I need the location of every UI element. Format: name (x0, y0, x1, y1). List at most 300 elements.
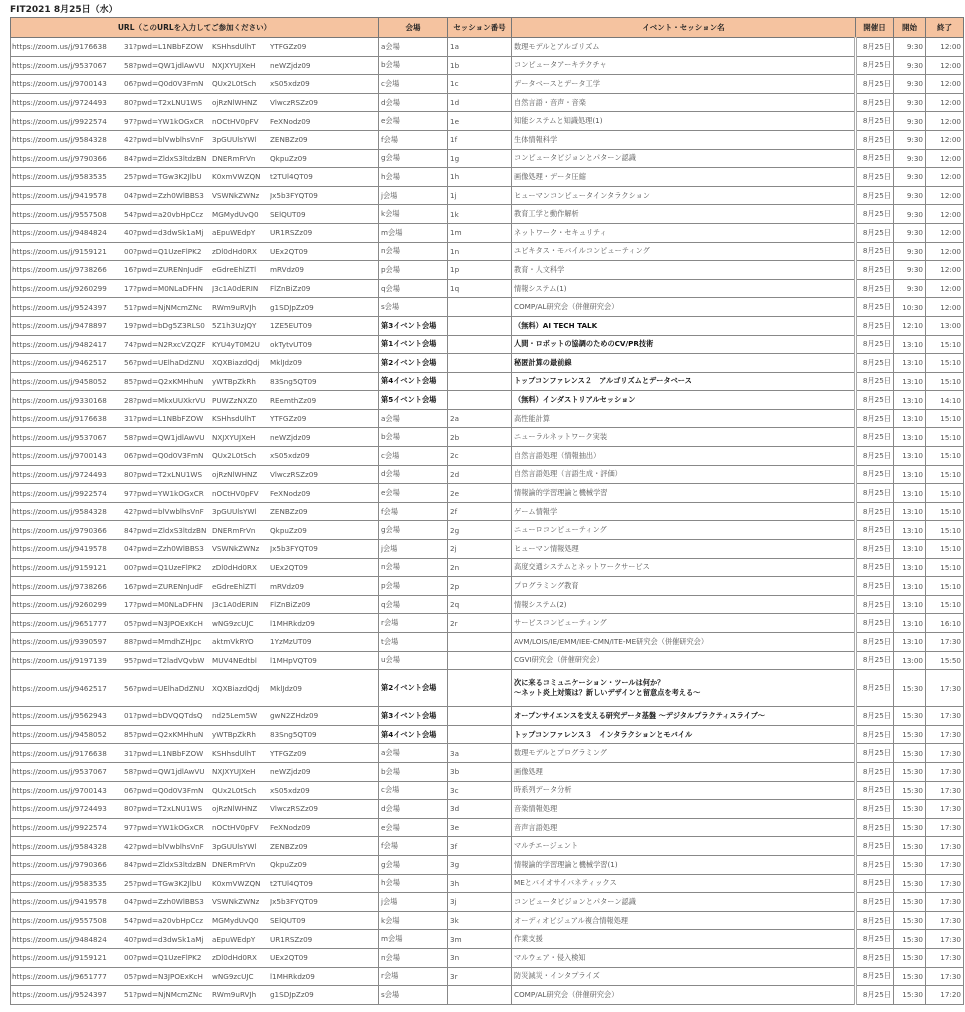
start-time-cell: 13:10 (894, 577, 926, 596)
zoom-url-part[interactable]: MGMydUvQ0 (212, 916, 259, 926)
url-cell (11, 986, 379, 1005)
zoom-url-part[interactable]: nOCtHV0pFV (212, 823, 259, 833)
zoom-url-part[interactable]: 83Sng5QT09 (270, 730, 317, 740)
zoom-url-part[interactable]: PUWZzNXZ0 (212, 395, 258, 405)
zoom-url-part[interactable]: mRVdz09 (270, 265, 304, 275)
zoom-url-part[interactable]: VlwczRSZz09 (270, 804, 318, 814)
zoom-url-part[interactable]: UR1RSZz09 (270, 228, 313, 238)
zoom-url-part[interactable]: VSWNkZWNz (212, 897, 260, 907)
zoom-url-part[interactable]: QkpuZz09 (270, 525, 307, 535)
table-row (11, 316, 964, 335)
zoom-url-part[interactable]: RWm9uRVJh (212, 302, 257, 312)
url-cell (11, 725, 379, 744)
zoom-url-part[interactable]: g1SDJpZz09 (270, 990, 314, 1000)
zoom-url-part[interactable]: 00?pwd=Q1UzeFlPK2 (124, 246, 202, 256)
zoom-url-part[interactable]: 17?pwd=M0NLaDFHN (124, 284, 203, 294)
zoom-url-part[interactable]: https://zoom.us/j/9537067 (12, 60, 107, 70)
zoom-url-part[interactable]: https://zoom.us/j/9537067 (12, 432, 107, 442)
url-cell (11, 781, 379, 800)
start-time-cell: 13:10 (894, 409, 926, 428)
zoom-url-part[interactable]: t2TUl4QT09 (270, 878, 313, 888)
end-time-cell: 12:00 (926, 56, 964, 75)
zoom-url-part[interactable]: QUx2L0tSch (212, 451, 257, 461)
zoom-url-part[interactable]: NXJXYUJXeH (212, 60, 256, 70)
zoom-url-part[interactable]: NXJXYUJXeH (212, 432, 256, 442)
zoom-url-part[interactable]: https://zoom.us/j/9922574 (12, 488, 107, 498)
zoom-url-part[interactable]: KSHhsdUlhT (212, 748, 256, 758)
session-number-cell: 1f (448, 130, 512, 149)
zoom-url-part[interactable]: https://zoom.us/j/9159121 (12, 953, 107, 963)
zoom-url-part[interactable]: https://zoom.us/j/9462517 (12, 683, 107, 693)
end-time-cell: 12:00 (926, 279, 964, 298)
zoom-url-part[interactable]: 42?pwd=blVwblhsVnF (124, 841, 204, 851)
table-row (11, 577, 964, 596)
zoom-url-part[interactable]: 25?pwd=TGw3K2JlbU (124, 172, 202, 182)
url-cell (11, 651, 379, 670)
session-number-cell: 3h (448, 874, 512, 893)
zoom-url-part[interactable]: 06?pwd=Q0d0V3FmN (124, 451, 204, 461)
date-cell: 8月25日 (856, 744, 894, 763)
zoom-url-part[interactable]: 83Sng5QT09 (270, 376, 317, 386)
zoom-url-part[interactable]: VSWNkZWNz (212, 191, 260, 201)
zoom-url-part[interactable]: https://zoom.us/j/9524397 (12, 990, 107, 1000)
zoom-url-part[interactable]: https://zoom.us/j/9482417 (12, 339, 107, 349)
zoom-url-part[interactable]: 54?pwd=a20vbHpCcz (124, 209, 204, 219)
zoom-url-part[interactable]: K0xmVWZQN (212, 878, 261, 888)
zoom-url-part[interactable]: 28?pwd=MkxUUXkrVU (124, 395, 206, 405)
date-cell: 8月25日 (856, 409, 894, 428)
zoom-url-part[interactable]: yWTBpZkRh (212, 376, 256, 386)
event-title-cell: データベースとデータ工学 (512, 75, 856, 94)
zoom-url-part[interactable]: l1MHRkdz09 (270, 618, 315, 628)
zoom-url-part[interactable]: 85?pwd=Q2xKMHhuN (124, 730, 204, 740)
zoom-url-part[interactable]: 1ZE5EUT09 (270, 321, 312, 331)
table-row (11, 893, 964, 912)
session-number-cell: 3c (448, 781, 512, 800)
table-row (11, 409, 964, 428)
zoom-url-part[interactable]: FlZnBiZz09 (270, 600, 311, 610)
zoom-url-part[interactable]: NXJXYUJXeH (212, 767, 256, 777)
date-cell: 8月25日 (856, 521, 894, 540)
event-title-cell: （無料）インダストリアルセッション (512, 391, 856, 410)
zoom-url-part[interactable]: MUV4NEdtbl (212, 655, 257, 665)
zoom-url-part[interactable]: xS05xdz09 (270, 785, 310, 795)
venue-cell: r会場 (379, 967, 448, 986)
zoom-url-part[interactable]: https://zoom.us/j/9562943 (12, 711, 107, 721)
date-cell: 8月25日 (856, 911, 894, 930)
zoom-url-part[interactable]: 31?pwd=L1NBbFZOW (124, 414, 204, 424)
session-number-cell: 2b (448, 428, 512, 447)
zoom-url-part[interactable]: https://zoom.us/j/9583535 (12, 172, 107, 182)
zoom-url-part[interactable]: https://zoom.us/j/9738266 (12, 265, 107, 275)
zoom-url-part[interactable]: 97?pwd=YW1kOGxCR (124, 488, 204, 498)
zoom-url-part[interactable]: https://zoom.us/j/9584328 (12, 841, 107, 851)
table-row (11, 335, 964, 354)
end-time-cell: 17:30 (926, 855, 964, 874)
zoom-url-part[interactable]: REemthZz09 (270, 395, 317, 405)
zoom-url-part[interactable]: https://zoom.us/j/9176638 (12, 748, 107, 758)
zoom-url-part[interactable]: 3pGUUlsYWl (212, 507, 257, 517)
session-number-cell (448, 707, 512, 726)
zoom-url-part[interactable]: https://zoom.us/j/9724493 (12, 469, 107, 479)
zoom-url-part[interactable]: UEx2QT09 (270, 246, 308, 256)
zoom-url-part[interactable]: https://zoom.us/j/9484824 (12, 228, 107, 238)
zoom-url-part[interactable]: DNERmFrVn (212, 525, 256, 535)
zoom-url-part[interactable]: 97?pwd=YW1kOGxCR (124, 823, 204, 833)
date-cell: 8月25日 (856, 818, 894, 837)
date-cell: 8月25日 (856, 651, 894, 670)
zoom-url-part[interactable]: mRVdz09 (270, 581, 304, 591)
table-row (11, 261, 964, 280)
zoom-url-part[interactable]: 05?pwd=N3JPOExKcH (124, 971, 203, 981)
event-title-cell: 知能システムと知識処理(1) (512, 112, 856, 131)
zoom-url-part[interactable]: YTFGZz09 (270, 414, 307, 424)
zoom-url-part[interactable]: FeXNodz09 (270, 116, 311, 126)
start-time-cell: 15:30 (894, 855, 926, 874)
zoom-url-part[interactable]: eGdreEhlZTl (212, 581, 257, 591)
venue-cell: b会場 (379, 762, 448, 781)
start-time-cell: 15:30 (894, 874, 926, 893)
zoom-url-part[interactable]: https://zoom.us/j/9537067 (12, 767, 107, 777)
zoom-url-part[interactable]: https://zoom.us/j/9700143 (12, 451, 107, 461)
zoom-url-part[interactable]: https://zoom.us/j/9700143 (12, 79, 107, 89)
zoom-url-part[interactable]: YTFGZz09 (270, 42, 307, 52)
zoom-url-part[interactable]: l1MHRkdz09 (270, 971, 315, 981)
header-end: 終了 (926, 18, 964, 38)
venue-cell: h会場 (379, 874, 448, 893)
session-number-cell: 1g (448, 149, 512, 168)
table-row (11, 372, 964, 391)
zoom-url-part[interactable]: 06?pwd=Q0d0V3FmN (124, 785, 204, 795)
zoom-url-part[interactable]: https://zoom.us/j/9651777 (12, 971, 107, 981)
zoom-url-part[interactable]: https://zoom.us/j/9176638 (12, 414, 107, 424)
start-time-cell: 9:30 (894, 168, 926, 187)
zoom-url-part[interactable]: https://zoom.us/j/9557508 (12, 209, 107, 219)
zoom-url-part[interactable]: 3pGUUlsYWl (212, 841, 257, 851)
url-cell (11, 75, 379, 94)
zoom-url-part[interactable]: 58?pwd=QW1jdlAwVU (124, 767, 205, 777)
zoom-url-part[interactable]: 80?pwd=T2xLNU1WS (124, 98, 203, 108)
zoom-url-part[interactable]: DNERmFrVn (212, 860, 256, 870)
zoom-url-part[interactable]: 74?pwd=N2RxcVZQZF (124, 339, 206, 349)
zoom-url-part[interactable]: zDl0dHd0RX (212, 562, 257, 572)
zoom-url-part[interactable]: https://zoom.us/j/9260299 (12, 284, 107, 294)
table-row (11, 948, 964, 967)
zoom-url-part[interactable]: ZENBZz09 (270, 507, 308, 517)
zoom-url-part[interactable]: ZENBZz09 (270, 135, 308, 145)
start-time-cell: 13:10 (894, 614, 926, 633)
zoom-url-part[interactable]: https://zoom.us/j/9557508 (12, 916, 107, 926)
zoom-url-part[interactable]: nOCtHV0pFV (212, 116, 259, 126)
zoom-url-part[interactable]: 31?pwd=L1NBbFZOW (124, 748, 204, 758)
zoom-url-part[interactable]: RWm9uRVJh (212, 990, 257, 1000)
zoom-url-part[interactable]: t2TUl4QT09 (270, 172, 313, 182)
end-time-cell: 17:30 (926, 762, 964, 781)
zoom-url-part[interactable]: 01?pwd=bDVQQTdsQ (124, 711, 203, 721)
zoom-url-part[interactable]: https://zoom.us/j/9584328 (12, 135, 107, 145)
zoom-url-part[interactable]: xS05xdz09 (270, 79, 310, 89)
zoom-url-part[interactable]: VSWNkZWNz (212, 544, 260, 554)
zoom-url-part[interactable]: https://zoom.us/j/9390597 (12, 637, 107, 647)
venue-cell: 第3イベント会場 (379, 316, 448, 335)
start-time-cell: 9:30 (894, 112, 926, 131)
zoom-url-part[interactable]: 40?pwd=d3dwSk1aMj (124, 228, 204, 238)
url-cell (11, 335, 379, 354)
venue-cell: f会場 (379, 837, 448, 856)
table-row (11, 75, 964, 94)
zoom-url-part[interactable]: 04?pwd=Zzh0WlBBS3 (124, 544, 204, 554)
zoom-url-part[interactable]: https://zoom.us/j/9419578 (12, 191, 107, 201)
zoom-url-part[interactable]: J3c1A0dERIN (212, 284, 259, 294)
zoom-url-part[interactable]: nd25Lem5W (212, 711, 258, 721)
zoom-url-part[interactable]: 84?pwd=ZldxS3ltdzBN (124, 525, 207, 535)
venue-cell: d会場 (379, 465, 448, 484)
date-cell: 8月25日 (856, 261, 894, 280)
zoom-url-part[interactable]: neWZjdz09 (270, 432, 311, 442)
event-title-cell: ヒューマン情報処理 (512, 540, 856, 559)
end-time-cell: 17:30 (926, 707, 964, 726)
zoom-url-part[interactable]: 05?pwd=N3JPOExKcH (124, 618, 203, 628)
date-cell: 8月25日 (856, 428, 894, 447)
zoom-url-part[interactable]: https://zoom.us/j/9790366 (12, 153, 107, 163)
end-time-cell: 15:50 (926, 651, 964, 670)
zoom-url-part[interactable]: ZENBZz09 (270, 841, 308, 851)
zoom-url-part[interactable]: 95?pwd=T2ladVQvbW (124, 655, 205, 665)
zoom-url-part[interactable]: 04?pwd=Zzh0WlBBS3 (124, 191, 204, 201)
zoom-url-part[interactable]: 97?pwd=YW1kOGxCR (124, 116, 204, 126)
url-cell (11, 818, 379, 837)
session-number-cell: 3m (448, 930, 512, 949)
session-number-cell: 1e (448, 112, 512, 131)
zoom-url-part[interactable]: MklJdz09 (270, 358, 302, 368)
zoom-url-part[interactable]: XQXBiazdQdj (212, 358, 260, 368)
zoom-url-part[interactable]: MklJdz09 (270, 683, 302, 693)
zoom-url-part[interactable]: 88?pwd=MmdhZHJpc (124, 637, 202, 647)
url-cell (11, 930, 379, 949)
zoom-url-part[interactable]: ojRzNlWHNZ (212, 98, 258, 108)
zoom-url-part[interactable]: https://zoom.us/j/9724493 (12, 98, 107, 108)
start-time-cell: 15:30 (894, 781, 926, 800)
zoom-url-part[interactable]: https://zoom.us/j/9419578 (12, 897, 107, 907)
start-time-cell: 15:30 (894, 893, 926, 912)
zoom-url-part[interactable]: KSHhsdUlhT (212, 414, 256, 424)
zoom-url-part[interactable]: https://zoom.us/j/9790366 (12, 860, 107, 870)
zoom-url-part[interactable]: QkpuZz09 (270, 153, 307, 163)
date-cell: 8月25日 (856, 205, 894, 224)
zoom-url-part[interactable]: https://zoom.us/j/9584328 (12, 507, 107, 517)
zoom-url-part[interactable]: 85?pwd=Q2xKMHhuN (124, 376, 204, 386)
zoom-url-part[interactable]: 17?pwd=M0NLaDFHN (124, 600, 203, 610)
zoom-url-part[interactable]: https://zoom.us/j/9651777 (12, 618, 107, 628)
session-number-cell: 2q (448, 595, 512, 614)
zoom-url-part[interactable]: https://zoom.us/j/9458052 (12, 376, 107, 386)
table-row (11, 502, 964, 521)
zoom-url-part[interactable]: okTytvUT09 (270, 339, 312, 349)
zoom-url-part[interactable]: 16?pwd=ZURENnJudF (124, 581, 204, 591)
event-title-cell: 数理モデルとアルゴリズム (512, 38, 856, 57)
table-row (11, 837, 964, 856)
zoom-url-part[interactable]: https://zoom.us/j/9176638 (12, 42, 107, 52)
end-time-cell: 15:10 (926, 447, 964, 466)
zoom-url-part[interactable]: https://zoom.us/j/9159121 (12, 246, 107, 256)
zoom-url-part[interactable]: ojRzNlWHNZ (212, 469, 258, 479)
zoom-url-part[interactable]: https://zoom.us/j/9458052 (12, 730, 107, 740)
zoom-url-part[interactable]: aEpuWEdpY (212, 228, 256, 238)
zoom-url-part[interactable]: g1SDJpZz09 (270, 302, 314, 312)
zoom-url-part[interactable]: 3pGUUlsYWl (212, 135, 257, 145)
zoom-url-part[interactable]: https://zoom.us/j/9419578 (12, 544, 107, 554)
zoom-url-part[interactable]: 51?pwd=NjNMcmZNc (124, 302, 203, 312)
event-title-cell: AVM/LOIS/IE/EMM/IEE-CMN/ITE-ME研究会（併催研究会） (512, 633, 856, 652)
session-number-cell: 3b (448, 762, 512, 781)
end-time-cell: 12:00 (926, 168, 964, 187)
zoom-url-part[interactable]: 42?pwd=blVwblhsVnF (124, 135, 204, 145)
url-cell (11, 186, 379, 205)
zoom-url-part[interactable]: https://zoom.us/j/9478897 (12, 321, 107, 331)
zoom-url-part[interactable]: DNERmFrVn (212, 153, 256, 163)
session-number-cell: 1d (448, 93, 512, 112)
zoom-url-part[interactable]: 5Z1h3UzJQY (212, 321, 257, 331)
zoom-url-part[interactable]: https://zoom.us/j/9159121 (12, 562, 107, 572)
zoom-url-part[interactable]: aktmVkRYO (212, 637, 254, 647)
zoom-url-part[interactable]: ojRzNlWHNZ (212, 804, 258, 814)
zoom-url-part[interactable]: VlwczRSZz09 (270, 469, 318, 479)
zoom-url-part[interactable]: QUx2L0tSch (212, 79, 257, 89)
zoom-url-part[interactable]: https://zoom.us/j/9724493 (12, 804, 107, 814)
zoom-url-part[interactable]: SElQUT09 (270, 916, 306, 926)
zoom-url-part[interactable]: 16?pwd=ZURENnJudF (124, 265, 204, 275)
zoom-url-part[interactable]: 54?pwd=a20vbHpCcz (124, 916, 204, 926)
event-title-cell: ヒューマンコンピュータインタラクション (512, 186, 856, 205)
zoom-url-part[interactable]: https://zoom.us/j/9462517 (12, 358, 107, 368)
table-row (11, 800, 964, 819)
url-cell (11, 911, 379, 930)
start-time-cell: 13:10 (894, 465, 926, 484)
zoom-url-part[interactable]: wNG9zcUJC (212, 618, 254, 628)
zoom-url-part[interactable]: gwN2ZHdz09 (270, 711, 319, 721)
start-time-cell: 13:10 (894, 335, 926, 354)
zoom-url-part[interactable]: eGdreEhlZTl (212, 265, 257, 275)
zoom-url-part[interactable]: 06?pwd=Q0d0V3FmN (124, 79, 204, 89)
zoom-url-part[interactable]: QUx2L0tSch (212, 785, 257, 795)
event-title-cell: 情報論的学習理論と機械学習(1) (512, 855, 856, 874)
zoom-url-part[interactable]: 42?pwd=blVwblhsVnF (124, 507, 204, 517)
zoom-url-part[interactable]: SElQUT09 (270, 209, 306, 219)
start-time-cell: 15:30 (894, 707, 926, 726)
zoom-url-part[interactable]: 40?pwd=d3dwSk1aMj (124, 934, 204, 944)
zoom-url-part[interactable]: https://zoom.us/j/9738266 (12, 581, 107, 591)
date-cell: 8月25日 (856, 558, 894, 577)
zoom-url-part[interactable]: MGMydUvQ0 (212, 209, 259, 219)
event-title-cell: 防災減災・インタプライズ (512, 967, 856, 986)
zoom-url-part[interactable]: 31?pwd=L1NBbFZOW (124, 42, 204, 52)
event-title-cell: 数理モデルとプログラミング (512, 744, 856, 763)
table-row (11, 56, 964, 75)
zoom-url-part[interactable]: 58?pwd=QW1jdlAwVU (124, 432, 205, 442)
zoom-url-part[interactable]: KYU4yT0M2U (212, 339, 260, 349)
start-time-cell: 13:10 (894, 372, 926, 391)
zoom-url-part[interactable]: UEx2QT09 (270, 953, 308, 963)
zoom-url-part[interactable]: FeXNodz09 (270, 488, 311, 498)
zoom-url-part[interactable]: https://zoom.us/j/9790366 (12, 525, 107, 535)
zoom-url-part[interactable]: https://zoom.us/j/9330168 (12, 395, 107, 405)
zoom-url-part[interactable]: https://zoom.us/j/9260299 (12, 600, 107, 610)
zoom-url-part[interactable]: https://zoom.us/j/9197139 (12, 655, 107, 665)
zoom-url-part[interactable]: 80?pwd=T2xLNU1WS (124, 469, 203, 479)
url-cell (11, 112, 379, 131)
zoom-url-part[interactable]: nOCtHV0pFV (212, 488, 259, 498)
zoom-url-part[interactable]: 56?pwd=UElhaDdZNU (124, 683, 205, 693)
zoom-url-part[interactable]: 58?pwd=QW1jdlAwVU (124, 60, 205, 70)
zoom-url-part[interactable]: Jx5b3FYQT09 (270, 897, 318, 907)
zoom-url-part[interactable]: https://zoom.us/j/9922574 (12, 116, 107, 126)
zoom-url-part[interactable]: QkpuZz09 (270, 860, 307, 870)
zoom-url-part[interactable]: 00?pwd=Q1UzeFlPK2 (124, 562, 202, 572)
zoom-url-part[interactable]: wNG9zcUJC (212, 971, 254, 981)
start-time-cell: 15:30 (894, 967, 926, 986)
start-time-cell: 9:30 (894, 75, 926, 94)
table-row (11, 354, 964, 373)
zoom-url-part[interactable]: https://zoom.us/j/9922574 (12, 823, 107, 833)
zoom-url-part[interactable]: https://zoom.us/j/9524397 (12, 302, 107, 312)
zoom-url-part[interactable]: XQXBiazdQdj (212, 683, 260, 693)
zoom-url-part[interactable]: FeXNodz09 (270, 823, 311, 833)
table-row (11, 558, 964, 577)
zoom-url-part[interactable]: Jx5b3FYQT09 (270, 191, 318, 201)
table-row (11, 614, 964, 633)
zoom-url-part[interactable]: https://zoom.us/j/9583535 (12, 878, 107, 888)
table-row (11, 130, 964, 149)
zoom-url-part[interactable]: zDl0dHd0RX (212, 953, 257, 963)
zoom-url-part[interactable]: 80?pwd=T2xLNU1WS (124, 804, 203, 814)
zoom-url-part[interactable]: FlZnBiZz09 (270, 284, 311, 294)
zoom-url-part[interactable]: zDl0dHd0RX (212, 246, 257, 256)
zoom-url-part[interactable]: UEx2QT09 (270, 562, 308, 572)
zoom-url-part[interactable]: UR1RSZz09 (270, 934, 313, 944)
end-time-cell: 17:20 (926, 986, 964, 1005)
zoom-url-part[interactable]: 19?pwd=bDg5Z3RLS0 (124, 321, 205, 331)
zoom-url-part[interactable]: https://zoom.us/j/9484824 (12, 934, 107, 944)
zoom-url-part[interactable]: neWZjdz09 (270, 60, 311, 70)
event-title-cell: 自然言語処理（情報抽出） (512, 447, 856, 466)
event-title-cell: コンピュータビジョンとパターン認識 (512, 149, 856, 168)
zoom-url-part[interactable]: VlwczRSZz09 (270, 98, 318, 108)
zoom-url-part[interactable]: K0xmVWZQN (212, 172, 261, 182)
zoom-url-part[interactable]: 84?pwd=ZldxS3ltdzBN (124, 860, 207, 870)
zoom-url-part[interactable]: https://zoom.us/j/9700143 (12, 785, 107, 795)
date-cell: 8月25日 (856, 168, 894, 187)
zoom-url-part[interactable]: 1YzMzUT09 (270, 637, 312, 647)
zoom-url-part[interactable]: 04?pwd=Zzh0WlBBS3 (124, 897, 204, 907)
session-number-cell: 1p (448, 261, 512, 280)
zoom-url-part[interactable]: l1MHpVQT09 (270, 655, 317, 665)
zoom-url-part[interactable]: Jx5b3FYQT09 (270, 544, 318, 554)
event-title-cell: 画像処理・データ圧縮 (512, 168, 856, 187)
zoom-url-part[interactable]: aEpuWEdpY (212, 934, 256, 944)
zoom-url-part[interactable]: 84?pwd=ZldxS3ltdzBN (124, 153, 207, 163)
zoom-url-part[interactable]: yWTBpZkRh (212, 730, 256, 740)
zoom-url-part[interactable]: KSHhsdUlhT (212, 42, 256, 52)
zoom-url-part[interactable]: 51?pwd=NjNMcmZNc (124, 990, 203, 1000)
zoom-url-part[interactable]: 25?pwd=TGw3K2JlbU (124, 878, 202, 888)
zoom-url-part[interactable]: 56?pwd=UElhaDdZNU (124, 358, 205, 368)
zoom-url-part[interactable]: YTFGZz09 (270, 748, 307, 758)
start-time-cell: 9:30 (894, 93, 926, 112)
zoom-url-part[interactable]: xS05xdz09 (270, 451, 310, 461)
zoom-url-part[interactable]: 00?pwd=Q1UzeFlPK2 (124, 953, 202, 963)
zoom-url-part[interactable]: J3c1A0dERIN (212, 600, 259, 610)
zoom-url-part[interactable]: neWZjdz09 (270, 767, 311, 777)
